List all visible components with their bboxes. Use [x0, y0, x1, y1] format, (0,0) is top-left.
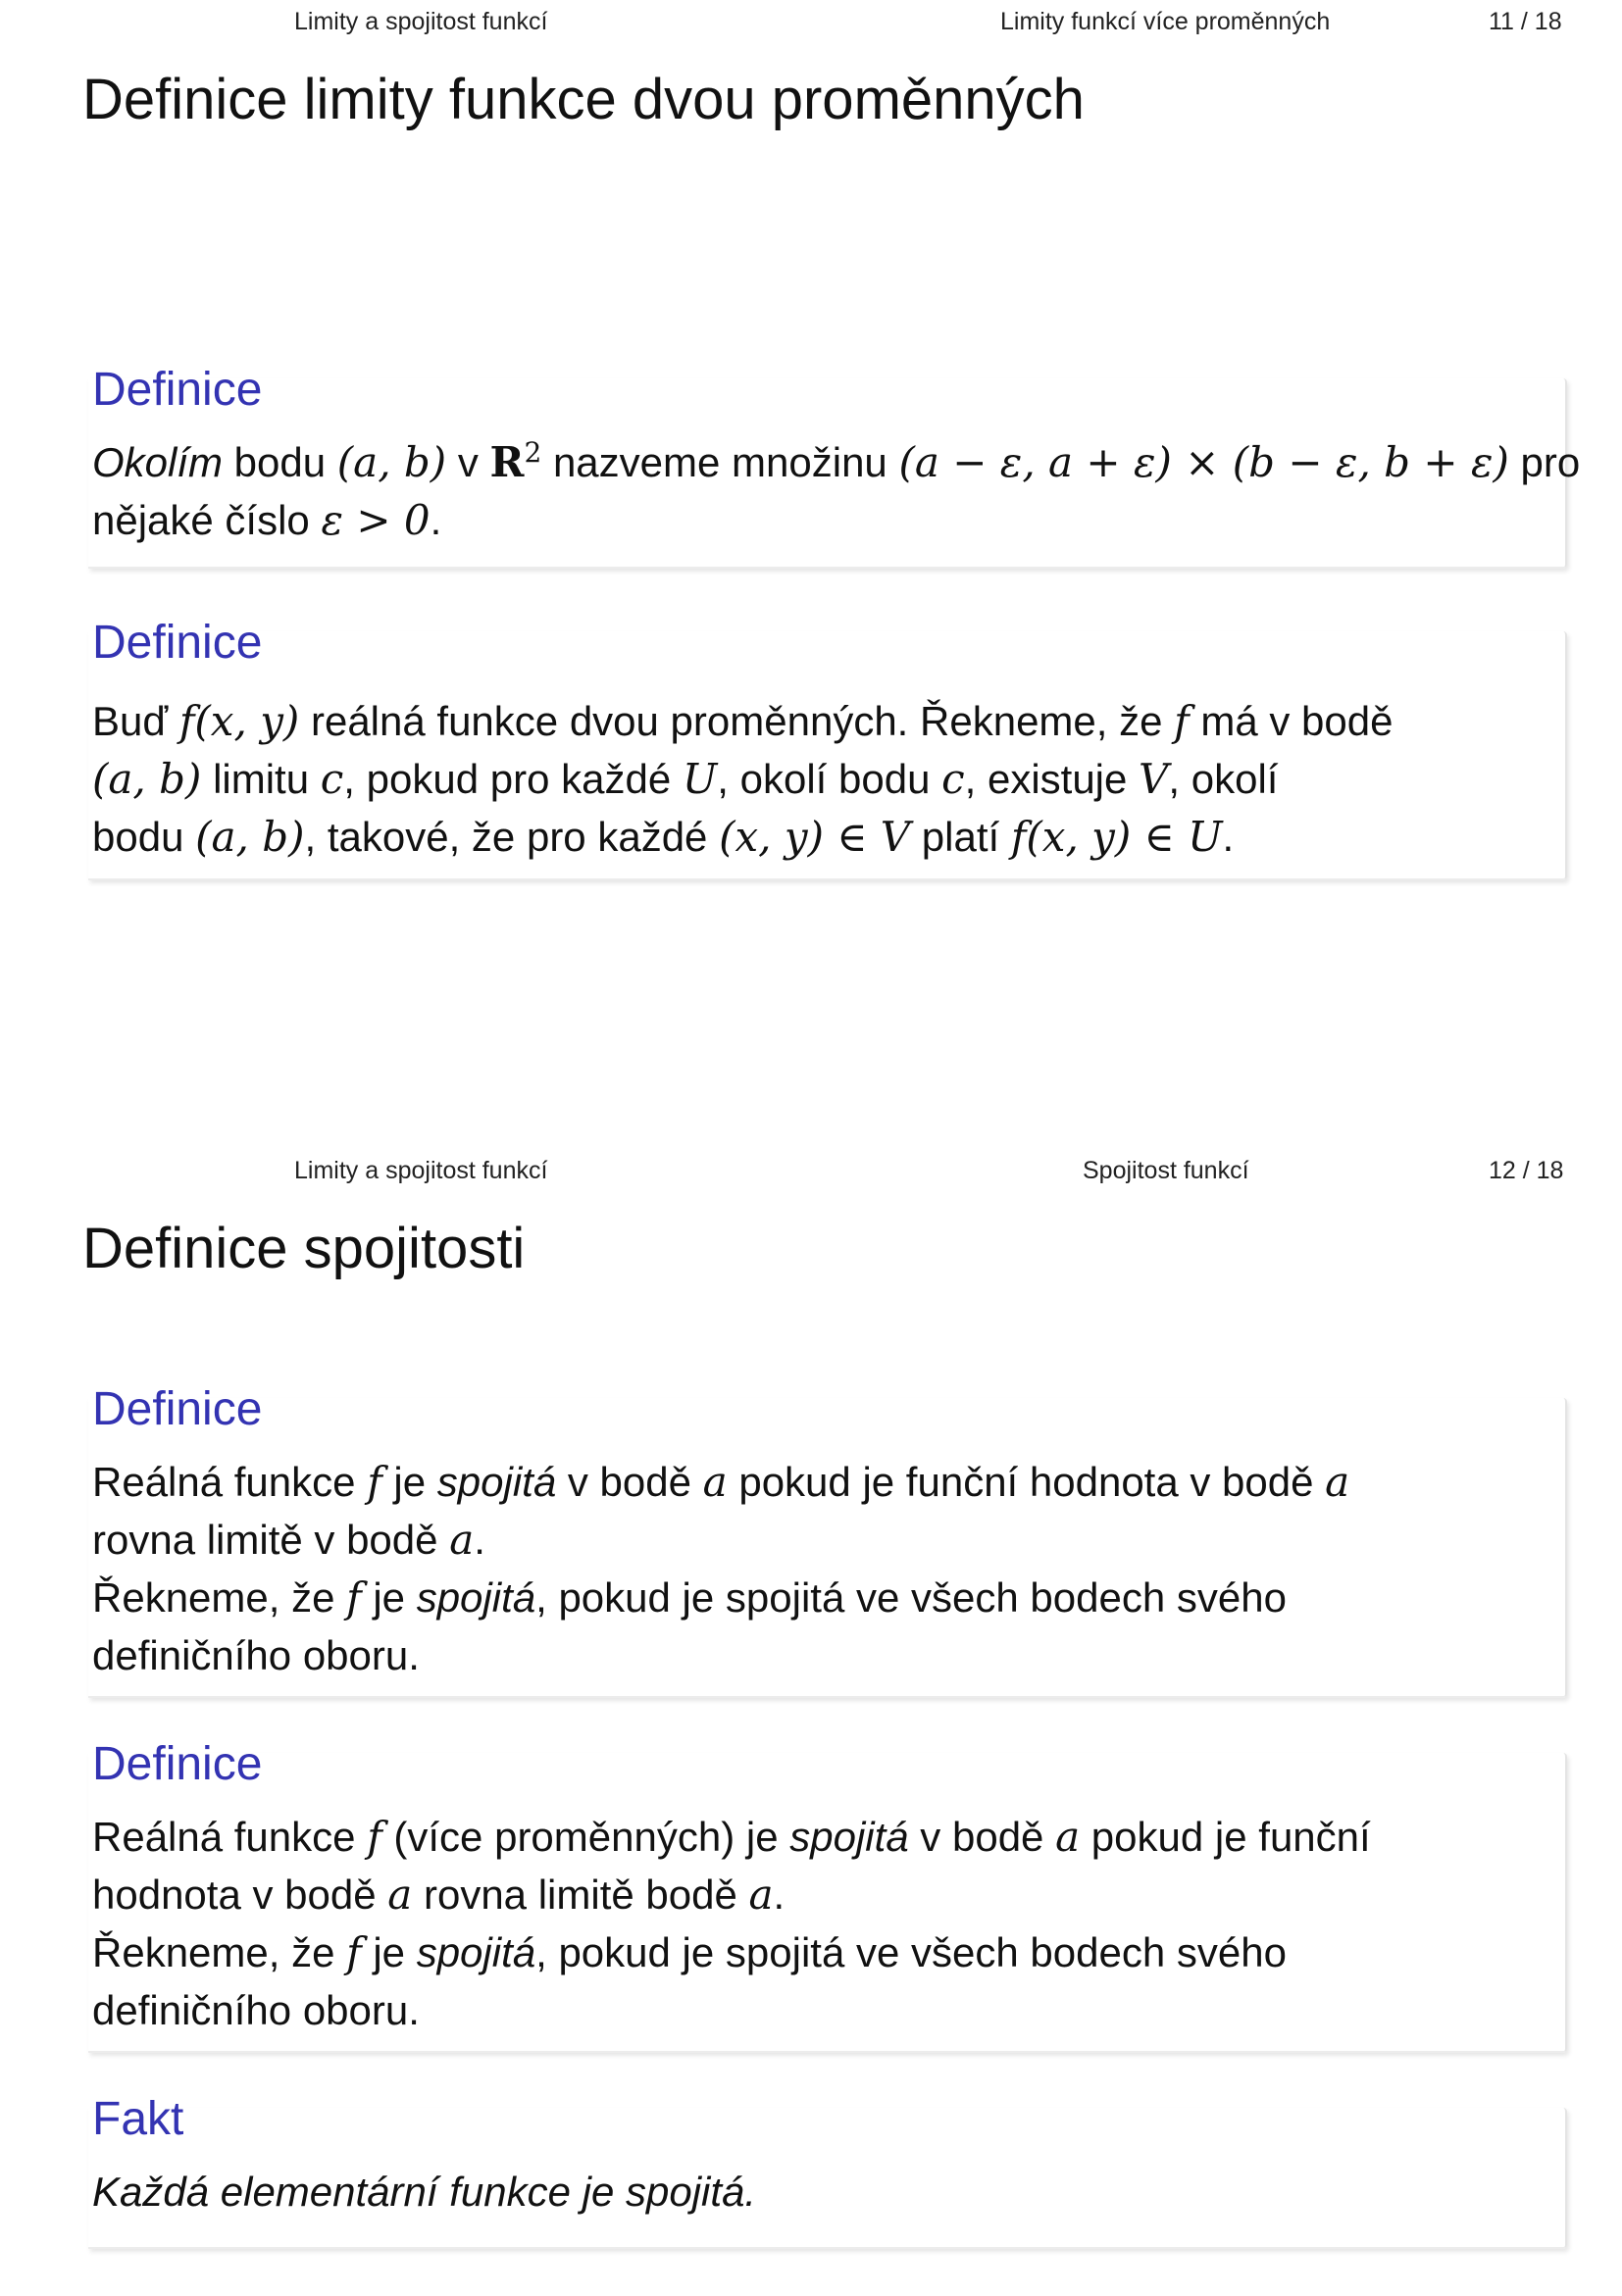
math: f [1174, 697, 1190, 745]
text: je [381, 1459, 437, 1505]
text: (více proměnných) je [381, 1814, 790, 1860]
block-body [92, 433, 1581, 549]
text: reálná funkce dvou proměnných. Řekneme, že [299, 698, 1175, 744]
text: Reálná funkce [92, 1814, 368, 1860]
text-line [92, 1569, 1573, 1626]
text-line [92, 1923, 1573, 1981]
math: f [367, 1458, 382, 1506]
text-line [92, 491, 1573, 549]
header-section-title: Limity funkcí více proměnných [1000, 8, 1331, 35]
text: . [773, 1872, 786, 1918]
text: v [446, 439, 490, 485]
text-line [92, 1808, 1573, 1866]
header-page-number: 12 / 18 [1489, 1157, 1564, 1184]
math: a [748, 1871, 774, 1919]
text: pro [1508, 439, 1581, 485]
emphasized-term: spojitá [436, 1459, 557, 1505]
slide-11 [0, 0, 1622, 1147]
header-presentation-title: Limity a spojitost funkcí [294, 1157, 548, 1184]
text-line [92, 692, 1573, 750]
text: Buď [92, 698, 179, 744]
math-superscript: 2 [524, 436, 542, 469]
text: Řekneme, že [92, 1574, 347, 1621]
text: bodu [223, 439, 337, 485]
text: rovna limitě v bodě [92, 1517, 450, 1563]
text-line [92, 433, 1581, 491]
definition-block-neighborhood [69, 363, 1581, 569]
definition-block-continuity-single [69, 1382, 1567, 1698]
math: (a, b) [336, 438, 447, 486]
math: a [1325, 1458, 1350, 1506]
text: , takové, že pro každé [304, 814, 720, 860]
text-line [92, 1866, 1573, 1923]
text: v bodě [556, 1459, 703, 1505]
text: , pokud pro každé [343, 756, 683, 802]
text-line [92, 1626, 1573, 1684]
math: (a, b) [195, 813, 305, 861]
emphasized-term: spojitá [416, 1574, 536, 1621]
math: V [1139, 755, 1169, 803]
text-line [92, 1511, 1573, 1569]
math: (x, y) ∈ V [719, 813, 911, 861]
math: ε > 0 [321, 496, 431, 544]
text: , okolí [1168, 756, 1279, 802]
fact-statement: Každá elementární funkce je spojitá. [92, 2169, 757, 2215]
math: a [449, 1516, 475, 1564]
text: , existuje [964, 756, 1140, 802]
block-title: Definice [92, 1738, 263, 1790]
fact-block-elementary-functions [69, 2092, 1567, 2249]
math: f(x, y) [178, 697, 300, 745]
block-body [92, 2163, 1573, 2221]
text: pokud je funční hodnota v bodě [727, 1459, 1326, 1505]
emphasized-term: spojitá [789, 1814, 909, 1860]
math: U [682, 755, 718, 803]
math: a [387, 1871, 413, 1919]
math: (a − ε, a + ε) × (b − ε, b + ε) [898, 438, 1509, 486]
block-body [92, 1453, 1573, 1684]
text: nějaké číslo [92, 497, 322, 543]
text: hodnota v bodě [92, 1872, 388, 1918]
math: f(x, y) ∈ U [1010, 813, 1223, 861]
text: , pokud je spojitá ve všech bodech svého [535, 1929, 1287, 1975]
header-page-number: 11 / 18 [1489, 8, 1562, 35]
text: pokud je funční [1080, 1814, 1371, 1860]
text: je [361, 1929, 417, 1975]
math: a [1055, 1813, 1081, 1861]
slide-title: Definice limity funkce dvou proměnných [82, 68, 1085, 131]
text: . [430, 497, 442, 543]
text: , okolí bodu [717, 756, 942, 802]
text: . [1222, 814, 1235, 860]
block-title: Fakt [92, 2093, 184, 2145]
text: definičního oboru. [92, 1632, 420, 1678]
text: platí [910, 814, 1011, 860]
text-line [92, 1453, 1573, 1511]
text: je [361, 1574, 417, 1621]
block-body [92, 692, 1573, 866]
text-line [92, 750, 1573, 808]
math: (a, b) [92, 755, 202, 803]
text: rovna limitě bodě [412, 1872, 749, 1918]
block-title: Definice [92, 617, 263, 669]
math: f [367, 1813, 382, 1861]
math: c [941, 755, 965, 803]
header-presentation-title: Limity a spojitost funkcí [294, 8, 548, 35]
text: . [474, 1517, 485, 1563]
text: bodu [92, 814, 196, 860]
header-section-title: Spojitost funkcí [1083, 1157, 1249, 1184]
text: v bodě [908, 1814, 1056, 1860]
emphasized-term: Okolím [92, 439, 224, 485]
text: definičního oboru. [92, 1987, 420, 2033]
math: c [320, 755, 344, 803]
emphasized-term: spojitá [416, 1929, 536, 1975]
math-real-numbers: R [489, 438, 525, 486]
slide-title: Definice spojitosti [82, 1217, 526, 1280]
slide-12 [0, 1149, 1622, 2296]
text: limitu [201, 756, 321, 802]
definition-block-continuity-multi [69, 1737, 1567, 2053]
text: Řekneme, že [92, 1929, 347, 1975]
definition-block-limit [69, 616, 1567, 880]
math: a [702, 1458, 728, 1506]
text: nazveme množinu [541, 439, 899, 485]
text-line [92, 808, 1573, 866]
text: má v bodě [1189, 698, 1394, 744]
math: f [346, 1573, 362, 1622]
text: , pokud je spojitá ve všech bodech svého [535, 1574, 1287, 1621]
text-line [92, 1981, 1573, 2039]
block-body [92, 1808, 1573, 2039]
block-title: Definice [92, 364, 263, 416]
math: f [346, 1928, 362, 1976]
text: Reálná funkce [92, 1459, 368, 1505]
block-title: Definice [92, 1383, 263, 1435]
